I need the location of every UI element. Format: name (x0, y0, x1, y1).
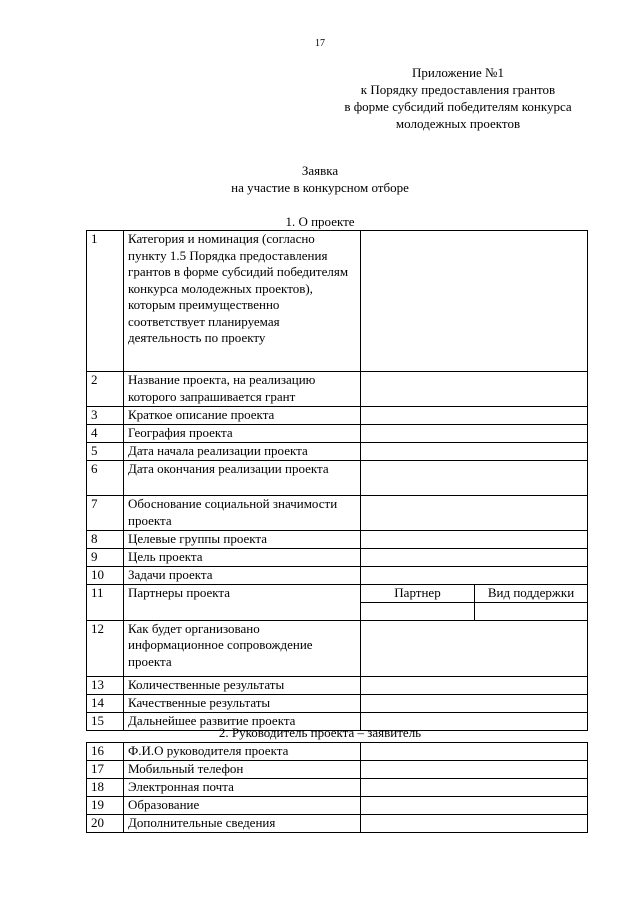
section-2-heading: 2. Руководитель проекта – заявитель (218, 725, 422, 740)
page-number: 17 (315, 38, 325, 49)
table-row (87, 531, 588, 549)
row-label: Электронная почта (124, 779, 361, 797)
row-number: 15 (87, 712, 124, 730)
document-title (0, 162, 640, 196)
row-label: Образование (124, 797, 361, 815)
row-value-cell (361, 461, 588, 496)
appendix-line-1: Приложение №1 (412, 65, 504, 80)
row-value-cell (361, 779, 588, 797)
row-number: 18 (87, 779, 124, 797)
title-line-1: Заявка (301, 163, 339, 178)
section-1-heading: 1. О проекте (285, 214, 355, 229)
row-label: Качественные результаты (124, 694, 361, 712)
row-label: Дата начала реализации проекта (124, 443, 361, 461)
row-value-cell (361, 443, 588, 461)
table-row (87, 496, 588, 531)
table-row (87, 585, 588, 603)
row-number: 1 (87, 231, 124, 372)
row-value-cell (361, 231, 588, 372)
row-value-cell (361, 815, 588, 833)
table-row (87, 815, 588, 833)
row-number: 16 (87, 743, 124, 761)
partner-value-cell (361, 602, 475, 620)
row-label: Как будет организовано информационное сопровождение проекта (124, 620, 361, 676)
row-label: Краткое описание проекта (124, 407, 361, 425)
row-value-cell (361, 567, 588, 585)
section-1-table (86, 230, 588, 731)
row-value-cell (361, 761, 588, 779)
table-row (87, 231, 588, 372)
row-number: 10 (87, 567, 124, 585)
row-number: 8 (87, 531, 124, 549)
row-label: Целевые группы проекта (124, 531, 361, 549)
row-label: Дальнейшее развитие проекта (124, 712, 361, 730)
row-label: Мобильный телефон (124, 761, 361, 779)
section-2-table (86, 742, 588, 833)
appendix-line-4: молодежных проектов (395, 116, 521, 131)
row-label: Партнеры проекта (124, 585, 361, 621)
appendix-header (318, 64, 598, 132)
row-number: 11 (87, 585, 124, 621)
row-value-cell (361, 620, 588, 676)
title-line-2: на участие в конкурсном отборе (231, 180, 409, 195)
support-type-value-cell (475, 602, 588, 620)
table-row (87, 779, 588, 797)
row-label: Дополнительные сведения (124, 815, 361, 833)
table-row (87, 761, 588, 779)
table-row (87, 567, 588, 585)
row-number: 3 (87, 407, 124, 425)
partner-column-header: Партнер (361, 585, 475, 603)
appendix-line-2: к Порядку предоставления грантов (360, 82, 556, 97)
row-label: География проекта (124, 425, 361, 443)
row-label: Дата окончания реализации проекта (124, 461, 361, 496)
row-label: Задачи проекта (124, 567, 361, 585)
support-type-column-header: Вид поддержки (475, 585, 588, 603)
row-label: Обоснование социальной значимости проекта (124, 496, 361, 531)
appendix-line-3: в форме субсидий победителям конкурса (344, 99, 572, 114)
table-row (87, 372, 588, 407)
row-label: Категория и номинация (согласно пункту 1.5 Порядка предоставления грантов в форме субсидий победителям конкурса молодежных проектов), которым преимущественно соответствует планируемая деятельность по проекту (124, 231, 361, 372)
row-number: 12 (87, 620, 124, 676)
row-number: 20 (87, 815, 124, 833)
row-number: 14 (87, 694, 124, 712)
row-value-cell (361, 549, 588, 567)
row-number: 5 (87, 443, 124, 461)
row-value-cell (361, 425, 588, 443)
row-label: Ф.И.О руководителя проекта (124, 743, 361, 761)
row-value-cell (361, 496, 588, 531)
row-value-cell (361, 743, 588, 761)
row-number: 6 (87, 461, 124, 496)
row-value-cell (361, 797, 588, 815)
row-number: 4 (87, 425, 124, 443)
row-label: Количественные результаты (124, 676, 361, 694)
row-label: Название проекта, на реализацию которого запрашивается грант (124, 372, 361, 407)
table-row (87, 694, 588, 712)
table-row (87, 443, 588, 461)
table-row (87, 425, 588, 443)
table-row (87, 620, 588, 676)
table-row (87, 797, 588, 815)
table-row (87, 676, 588, 694)
row-value-cell (361, 372, 588, 407)
table-row (87, 407, 588, 425)
table-row (87, 743, 588, 761)
row-number: 19 (87, 797, 124, 815)
row-number: 9 (87, 549, 124, 567)
row-number: 2 (87, 372, 124, 407)
table-row (87, 549, 588, 567)
row-number: 17 (87, 761, 124, 779)
row-number: 13 (87, 676, 124, 694)
row-number: 7 (87, 496, 124, 531)
row-value-cell (361, 531, 588, 549)
row-label: Цель проекта (124, 549, 361, 567)
table-row (87, 461, 588, 496)
row-value-cell (361, 694, 588, 712)
row-value-cell (361, 676, 588, 694)
row-value-cell (361, 407, 588, 425)
